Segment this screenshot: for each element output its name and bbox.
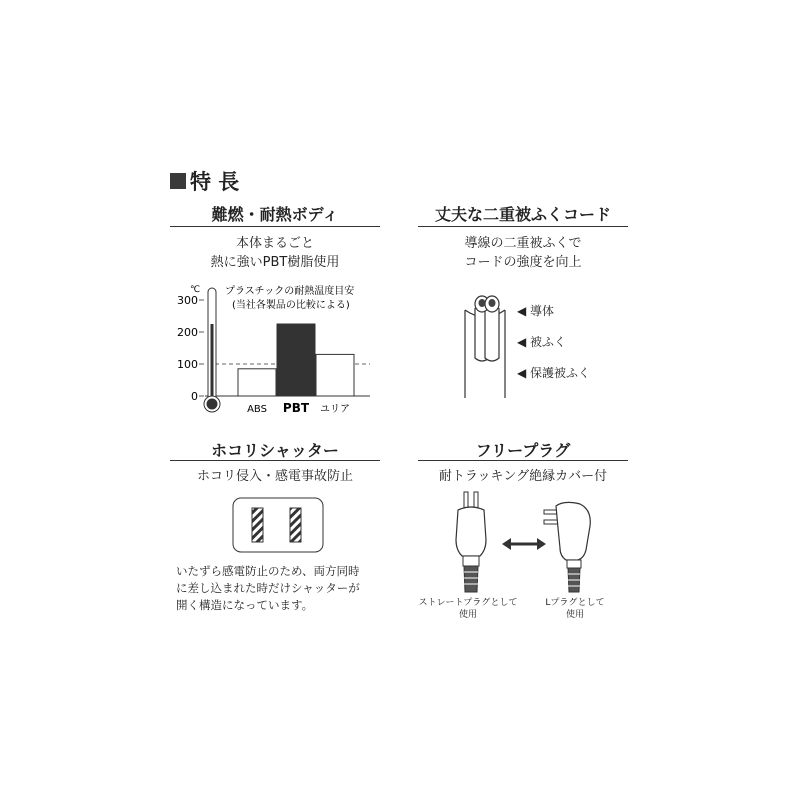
chart-unit: ℃ [190, 285, 201, 295]
shutter-description [176, 563, 381, 614]
flame-title: 難燃・耐熱ボディ [211, 205, 339, 224]
cord-subtitle [418, 234, 628, 272]
x-tick-label: PBT [282, 401, 310, 415]
plug-title: フリープラグ [475, 441, 571, 460]
x-tick-label: ABS [247, 404, 267, 415]
temperature-chart [170, 278, 385, 418]
flame-divider [170, 226, 380, 227]
plug-caption-l-line-2: 使用 [565, 610, 584, 620]
shutter-subtitle: ホコリ侵入・感電事故防止 [196, 469, 353, 484]
shutter-desc-line-3: 開く構造になっています。 [176, 598, 314, 612]
plug-subtitle: 耐トラッキング絶縁カバー付 [438, 469, 608, 484]
thermometer-icon [204, 288, 220, 412]
plug-illustration [440, 488, 610, 596]
cord-cross-section-icon [455, 290, 515, 402]
plug-divider [418, 460, 628, 461]
flame-subtitle-line-1: 本体まるごと [235, 236, 314, 251]
shutter-desc-line-2: に差し込まれた時だけシャッターが [176, 581, 360, 595]
shutter-outlet-icon [232, 497, 324, 553]
shutter-title: ホコリシャッター [211, 441, 339, 460]
heading-text: 特 長 [190, 170, 240, 194]
cord-divider [418, 226, 628, 227]
heading-square-icon [170, 173, 186, 189]
shutter-desc-line-1: いたずら感電防止のため、両方同時 [176, 564, 360, 578]
cord-label-protective-sheath: ◀ 保護被ふく [517, 366, 591, 380]
y-tick-label: 300 [177, 294, 198, 307]
bar-0 [238, 369, 276, 396]
chart-note-2: (当社各製品の比較による) [232, 300, 350, 311]
l-plug-icon [544, 502, 590, 592]
page-heading [170, 166, 239, 196]
plug-caption-straight-line-1: ストレートプラグとして [418, 598, 518, 608]
shutter-divider [170, 460, 380, 461]
plug-caption-straight [418, 597, 518, 621]
cord-subtitle-line-1: 導線の二重被ふくで [464, 236, 582, 251]
y-tick-label: 0 [191, 390, 198, 403]
double-arrow-icon [502, 538, 546, 550]
x-tick-label: ユリア [320, 404, 350, 415]
cord-label-conductor: ◀ 導体 [517, 304, 555, 318]
y-tick-label: 100 [177, 358, 198, 371]
bar-2 [316, 354, 354, 396]
straight-plug-icon [456, 492, 486, 592]
cord-title: 丈夫な二重被ふくコード [434, 205, 611, 224]
y-tick-label: 200 [177, 326, 198, 339]
flame-subtitle [170, 234, 380, 272]
cord-subtitle-line-2: コードの強度を向上 [464, 255, 582, 270]
plug-caption-l [530, 597, 620, 621]
chart-note-1: プラスチックの耐熱温度目安 [225, 286, 355, 297]
cord-label-sheath: ◀ 被ふく [517, 335, 567, 349]
bar-1 [277, 324, 315, 396]
plug-caption-l-line-1: Lプラグとして [545, 598, 605, 608]
plug-caption-straight-line-2: 使用 [458, 610, 477, 620]
flame-subtitle-line-2: 熱に強いPBT樹脂使用 [210, 255, 340, 270]
